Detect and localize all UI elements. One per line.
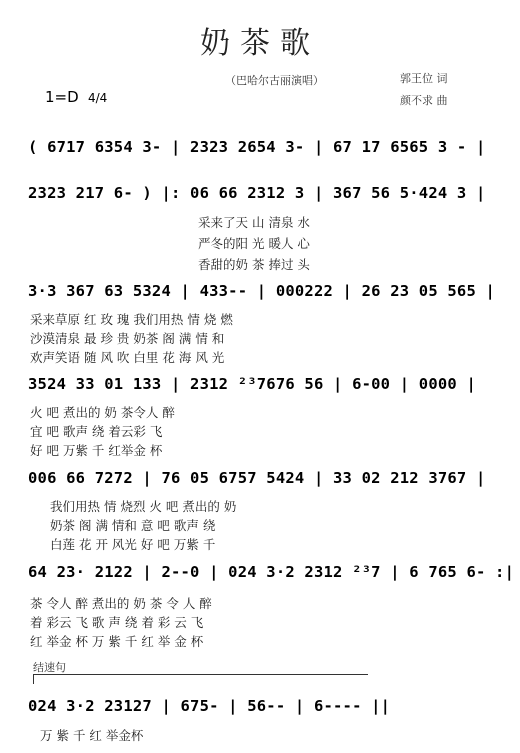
lyric-line-2-verse-2: 严冬的阳 光 暖人 心 [198, 236, 310, 251]
lyric-line-4-verse-1: 火 吧 煮出的 奶 茶令人 醉 [30, 405, 175, 420]
performer-note: （巴哈尔古丽演唱） [225, 74, 324, 87]
lyric-line-5-verse-2: 奶茶 阁 满 情和 意 吧 歌声 绕 [50, 518, 216, 533]
lyric-line-4-verse-2: 宜 吧 歌声 绕 着云彩 飞 [30, 424, 163, 439]
lyric-line-4-verse-3: 好 吧 万紫 千 红举金 杯 [30, 443, 163, 458]
lyric-line-6-verse-2: 着 彩云 飞 歌 声 绕 着 彩 云 飞 [30, 615, 204, 630]
lyric-line-5-verse-1: 我们用热 情 烧烈 火 吧 煮出的 奶 [50, 499, 237, 514]
lyric-line-3-verse-2: 沙漠清泉 最 珍 贵 奶茶 阁 满 情 和 [30, 331, 225, 346]
lyric-line-2-verse-3: 香甜的奶 茶 捧过 头 [198, 257, 310, 272]
time-signature: 4/4 [88, 91, 108, 105]
notation-line-6: 64 23· 2122 | 2--0 | 024 3·2 2312 ²³7 | 6 765 6- :| [28, 563, 515, 581]
lyric-line-6-verse-3: 红 举金 杯 万 紫 千 红 举 金 杯 [30, 634, 204, 649]
coda-notation: 024 3·2 23127 | 675- | 56-- | 6---- || [28, 697, 391, 715]
notation-line-5: 006 66 7272 | 76 05 6757 5424 | 33 02 212 3767 | [28, 469, 486, 487]
lyric-line-5-verse-3: 白莲 花 开 风光 好 吧 万紫 千 [50, 537, 216, 552]
notation-line-4: 3524 33 01 133 | 2312 ²³7676 56 | 6-00 | 0000 | [28, 375, 476, 393]
key-signature: 1=D [45, 88, 79, 106]
notation-line-2: 2323 217 6- ) |: 06 66 2312 3 | 367 56 5·424 3 | [28, 184, 486, 202]
lyric-line-6-verse-1: 茶 令人 醉 煮出的 奶 茶 令 人 醉 [30, 596, 212, 611]
lyricist-credit: 郭王位 词 [400, 72, 448, 85]
notation-line-3: 3·3 367 63 5324 | 433-- | 000222 | 26 23 05 565 | [28, 282, 496, 300]
composer-credit: 颜不求 曲 [400, 94, 448, 107]
coda-lyrics: 万 紫 千 红 举金杯 [40, 728, 144, 743]
coda-bracket-line [33, 674, 368, 675]
lyric-line-2-verse-1: 采来了天 山 清泉 水 [198, 215, 310, 230]
song-title: 奶茶歌 [200, 26, 320, 61]
lyric-line-3-verse-1: 采来草原 红 玫 瑰 我们用热 情 烧 燃 [30, 312, 233, 327]
coda-label: 结速句 [33, 661, 66, 674]
lyric-line-3-verse-3: 欢声笑语 随 风 吹 白里 花 海 风 光 [30, 350, 225, 365]
notation-line-1: ( 6717 6354 3- | 2323 2654 3- | 67 17 6565 3 - | [28, 138, 486, 156]
coda-bracket-tick [33, 674, 34, 684]
